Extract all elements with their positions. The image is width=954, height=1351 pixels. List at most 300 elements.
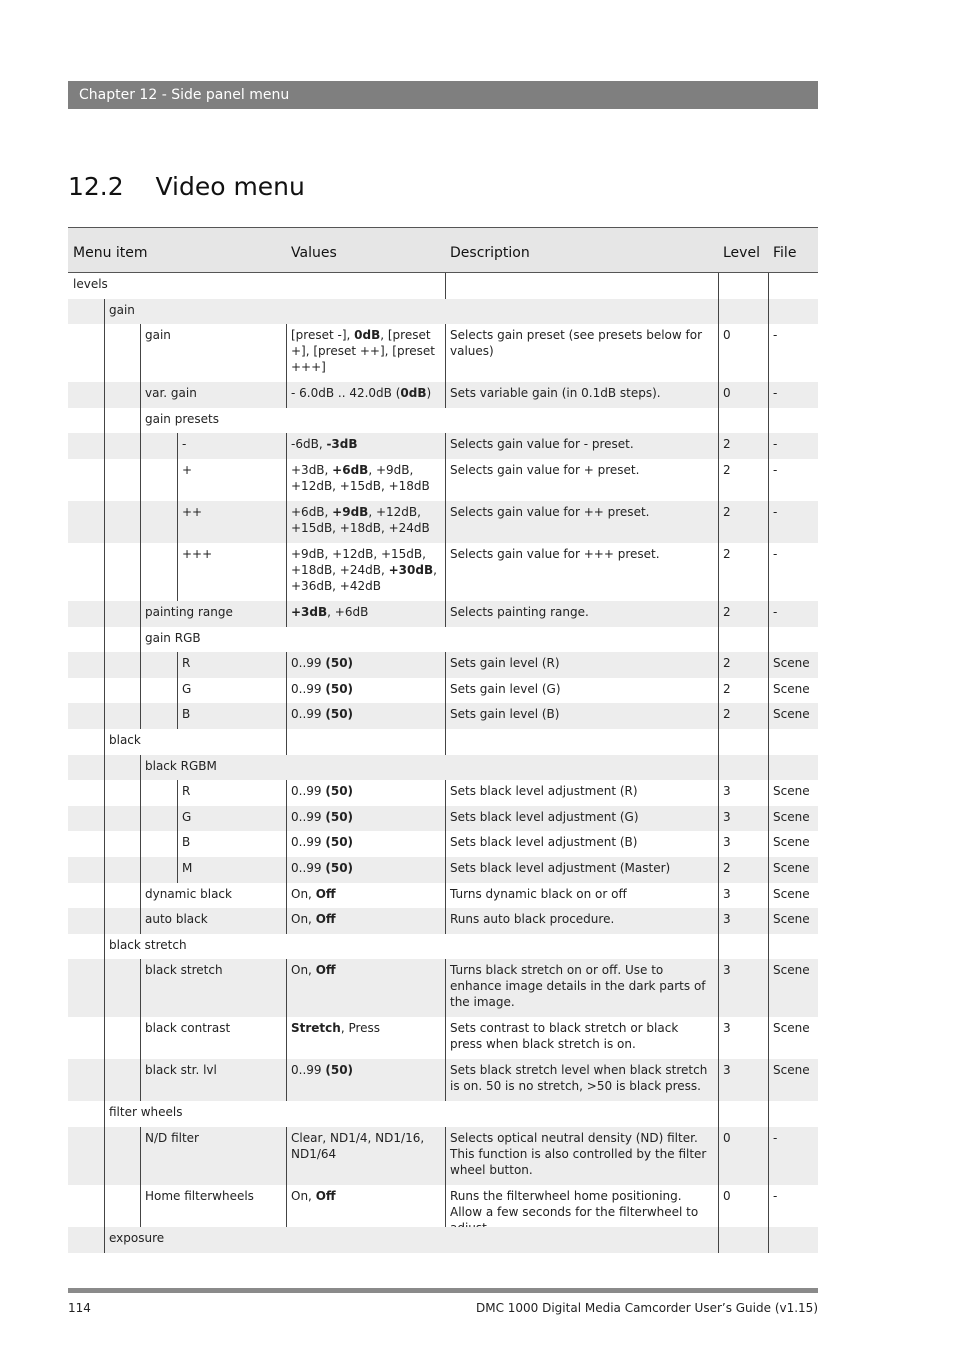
column-separator	[445, 959, 446, 1017]
row-band	[68, 1227, 818, 1253]
tree-guide-line	[104, 806, 105, 832]
default-value: (50)	[325, 681, 354, 696]
menu-item-level: 2	[723, 681, 731, 696]
menu-item-label: R	[182, 784, 191, 799]
menu-item-values	[291, 655, 441, 671]
menu-item-level: 3	[723, 912, 731, 927]
menu-item-label: G	[182, 681, 192, 696]
menu-item-values	[291, 1188, 441, 1204]
header-values: Values	[291, 245, 337, 261]
menu-item-level: 2	[723, 463, 731, 477]
menu-item-level: 2	[723, 656, 731, 671]
column-separator	[718, 831, 719, 857]
menu-item-level: 2	[723, 505, 731, 519]
column-separator	[768, 729, 769, 755]
column-separator	[718, 883, 719, 909]
menu-item-label: M	[182, 861, 193, 875]
tree-guide-line	[140, 408, 141, 434]
header-file: File	[773, 245, 797, 261]
column-separator	[718, 627, 719, 653]
menu-item-label: G	[182, 809, 192, 824]
column-separator	[286, 831, 287, 857]
column-separator	[718, 1127, 719, 1185]
column-separator	[718, 729, 719, 755]
column-separator	[718, 1227, 719, 1253]
value-text: , +12dB, +15dB, +18dB, +24dB	[291, 505, 430, 535]
tree-guide-line	[140, 601, 141, 627]
menu-item-values	[291, 385, 441, 401]
column-separator	[768, 1017, 769, 1059]
tree-guide-line	[177, 831, 178, 857]
menu-item-label: Home filterwheels	[145, 1189, 254, 1203]
menu-item-level: 3	[723, 886, 731, 901]
column-separator	[445, 1059, 446, 1101]
menu-item-description: Selects gain value for + preset.	[450, 463, 640, 477]
column-separator	[768, 831, 769, 857]
menu-item-values	[291, 706, 441, 722]
column-separator	[286, 857, 287, 883]
menu-item-description: Turns dynamic black on or off	[450, 886, 627, 901]
menu-item-file: -	[773, 386, 778, 401]
tree-guide-line	[104, 627, 105, 653]
column-separator	[768, 883, 769, 909]
menu-item-level: 2	[723, 437, 731, 452]
menu-item-file: Scene	[773, 835, 810, 850]
value-text: +6dB,	[291, 505, 333, 519]
column-separator	[286, 433, 287, 459]
menu-item-values	[291, 681, 441, 697]
menu-item-label: +++	[182, 547, 213, 561]
column-separator	[445, 382, 446, 408]
menu-item-description: Sets black stretch level when black stretch is on. 50 is no stretch, >50 is black press.	[450, 1063, 708, 1094]
tree-guide-line	[104, 1227, 105, 1253]
menu-item-level: 0	[723, 328, 731, 343]
tree-guide-line	[140, 382, 141, 408]
tree-guide-line	[104, 543, 105, 601]
header-description: Description	[450, 245, 530, 261]
column-separator	[286, 678, 287, 704]
column-separator	[718, 299, 719, 325]
menu-item-values	[291, 783, 441, 799]
menu-item-file: Scene	[773, 1063, 810, 1078]
menu-item-label: black str. lvl	[145, 1063, 217, 1078]
tree-guide-line	[104, 501, 105, 543]
tree-guide-line	[140, 857, 141, 883]
value-text: , +9dB, +12dB, +15dB, +18dB	[291, 463, 430, 493]
column-separator	[768, 934, 769, 960]
menu-item-file: -	[773, 1189, 778, 1203]
column-separator	[445, 1127, 446, 1185]
tree-guide-line	[177, 806, 178, 832]
menu-item-file: Scene	[773, 963, 810, 978]
menu-item-label: -	[182, 437, 187, 452]
column-separator	[286, 780, 287, 806]
menu-item-file: Scene	[773, 912, 810, 927]
menu-item-label: black RGBM	[145, 758, 217, 773]
tree-guide-line	[104, 857, 105, 883]
default-value: +9dB	[332, 505, 369, 519]
value-text: On,	[291, 1189, 316, 1203]
document-title: DMC 1000 Digital Media Camcorder User’s Guide (v1.15)	[475, 1301, 818, 1315]
column-separator	[768, 678, 769, 704]
default-value: (50)	[325, 784, 354, 799]
tree-guide-line	[104, 459, 105, 501]
column-separator	[718, 652, 719, 678]
column-separator	[445, 433, 446, 459]
tree-guide-line	[104, 408, 105, 434]
column-separator	[768, 601, 769, 627]
tree-guide-line	[104, 1017, 105, 1059]
menu-item-level: 2	[723, 707, 731, 722]
column-separator	[445, 543, 446, 601]
tree-guide-line	[104, 908, 105, 934]
column-separator	[768, 857, 769, 883]
column-separator	[718, 1017, 719, 1059]
column-separator	[768, 780, 769, 806]
menu-item-values	[291, 1062, 441, 1078]
column-separator	[718, 543, 719, 601]
menu-item-file: Scene	[773, 784, 810, 799]
column-separator	[286, 652, 287, 678]
menu-item-file: Scene	[773, 707, 810, 722]
tree-guide-line	[104, 959, 105, 1017]
column-separator	[768, 627, 769, 653]
default-value: +3dB	[291, 605, 328, 619]
column-separator	[718, 1059, 719, 1101]
menu-item-label: ++	[182, 505, 203, 519]
tree-guide-line	[104, 299, 105, 325]
tree-guide-line	[104, 433, 105, 459]
menu-item-label: B	[182, 835, 191, 850]
column-separator	[286, 501, 287, 543]
column-separator	[768, 382, 769, 408]
menu-item-description: Sets black level adjustment (R)	[450, 784, 638, 799]
tree-guide-line	[140, 1017, 141, 1059]
menu-item-values	[291, 1130, 441, 1162]
menu-item-description: Sets variable gain (in 0.1dB steps).	[450, 386, 661, 401]
default-value: Off	[315, 912, 336, 927]
value-text: 0..99	[291, 784, 326, 799]
tree-guide-line	[104, 1127, 105, 1185]
tree-guide-line	[177, 857, 178, 883]
tree-guide-line	[140, 324, 141, 382]
value-text: On,	[291, 886, 316, 901]
menu-item-level: 3	[723, 835, 731, 850]
tree-guide-line	[140, 755, 141, 781]
column-separator	[445, 324, 446, 382]
menu-item-label: filter wheels	[109, 1105, 183, 1120]
column-separator	[768, 501, 769, 543]
value-text: , [preset +], [preset ++], [preset +++]	[291, 328, 435, 375]
default-value: Stretch	[291, 1021, 341, 1036]
column-separator	[445, 1017, 446, 1059]
column-separator	[718, 908, 719, 934]
menu-item-label: auto black	[145, 912, 208, 927]
value-text: , +6dB	[327, 605, 369, 619]
column-separator	[718, 501, 719, 543]
menu-item-label: var. gain	[145, 386, 197, 401]
column-separator	[445, 459, 446, 501]
menu-item-label: gain presets	[145, 411, 219, 426]
value-text: +3dB,	[291, 463, 333, 477]
default-value: (50)	[325, 707, 354, 722]
menu-item-label: black	[109, 733, 141, 747]
column-separator	[768, 1227, 769, 1253]
column-separator	[768, 908, 769, 934]
tree-guide-line	[104, 601, 105, 627]
column-separator	[445, 601, 446, 627]
column-separator	[445, 729, 446, 755]
menu-item-label: B	[182, 707, 191, 722]
column-separator	[718, 678, 719, 704]
column-separator	[445, 273, 446, 299]
tree-guide-line	[104, 1185, 105, 1227]
menu-item-label: gain RGB	[145, 630, 201, 645]
column-separator	[718, 273, 719, 299]
tree-guide-line	[104, 652, 105, 678]
column-separator	[768, 299, 769, 325]
section-title: 12.2 Video menu	[68, 172, 305, 201]
tree-guide-line	[140, 959, 141, 1017]
column-separator	[768, 652, 769, 678]
column-separator	[768, 1101, 769, 1127]
value-text: 0..99	[291, 861, 326, 875]
tree-guide-line	[140, 831, 141, 857]
value-text: On,	[291, 963, 316, 978]
tree-guide-line	[104, 324, 105, 382]
menu-item-values	[291, 327, 441, 375]
menu-item-values	[291, 834, 441, 850]
column-separator	[445, 857, 446, 883]
menu-item-description: Sets black level adjustment (G)	[450, 809, 639, 824]
menu-item-description: Selects gain value for - preset.	[450, 437, 634, 452]
column-separator	[768, 1127, 769, 1185]
tree-guide-line	[104, 883, 105, 909]
tree-guide-line	[177, 678, 178, 704]
table-header-background	[68, 228, 818, 272]
tree-guide-line	[177, 543, 178, 601]
page-number: 114	[68, 1301, 91, 1315]
menu-item-values	[291, 886, 441, 902]
tree-guide-line	[104, 382, 105, 408]
default-value: Off	[315, 1189, 336, 1203]
menu-item-values	[291, 504, 441, 536]
menu-item-level: 0	[723, 1131, 731, 1145]
column-separator	[445, 831, 446, 857]
value-text: On,	[291, 912, 316, 927]
menu-item-label: +	[182, 463, 193, 477]
menu-item-label: gain	[109, 302, 135, 317]
menu-item-description: Runs the filterwheel home positioning. Allow a few seconds for the filterwheel to	[450, 1189, 699, 1219]
menu-item-level: 3	[723, 809, 731, 824]
menu-item-level: 2	[723, 605, 731, 619]
column-separator	[718, 959, 719, 1017]
value-text: 0..99	[291, 1063, 326, 1078]
column-separator	[445, 780, 446, 806]
menu-item-level: 2	[723, 861, 731, 875]
column-separator	[286, 601, 287, 627]
column-separator	[768, 806, 769, 832]
column-separator	[286, 382, 287, 408]
menu-item-file: Scene	[773, 681, 810, 696]
column-separator	[286, 729, 287, 755]
value-text: 0..99	[291, 835, 326, 850]
table-top-rule	[68, 227, 818, 228]
column-separator	[768, 959, 769, 1017]
column-separator	[768, 273, 769, 299]
menu-item-file: -	[773, 605, 778, 619]
column-separator	[718, 857, 719, 883]
menu-item-file: Scene	[773, 861, 810, 875]
column-separator	[286, 883, 287, 909]
header-menu-item: Menu item	[73, 245, 148, 261]
menu-item-values	[291, 911, 441, 927]
menu-item-file: Scene	[773, 1021, 810, 1036]
column-separator	[286, 543, 287, 601]
menu-item-label: levels	[73, 277, 108, 291]
menu-item-description: Turns black stretch on or off. Use to enhance image details in the dark parts of the image.	[450, 963, 706, 1010]
tree-guide-line	[140, 1059, 141, 1101]
menu-item-values	[291, 546, 441, 594]
tree-guide-line	[104, 1101, 105, 1127]
menu-item-description: Sets gain level (B)	[450, 707, 560, 722]
menu-item-level: 3	[723, 784, 731, 799]
tree-guide-line	[177, 433, 178, 459]
tree-guide-line	[104, 780, 105, 806]
column-separator	[445, 1185, 446, 1227]
menu-item-file: -	[773, 437, 778, 452]
menu-item-label: gain	[145, 328, 171, 343]
tree-guide-line	[104, 729, 105, 755]
column-separator	[768, 1185, 769, 1227]
tree-guide-line	[140, 780, 141, 806]
menu-item-level: 3	[723, 1021, 731, 1036]
column-separator	[768, 1059, 769, 1101]
value-text: [preset -],	[291, 328, 355, 343]
tree-guide-line	[177, 703, 178, 729]
default-value: +6dB	[332, 463, 369, 477]
value-text: )	[426, 386, 432, 401]
tree-guide-line	[140, 459, 141, 501]
menu-item-file: -	[773, 463, 778, 477]
column-separator	[286, 1127, 287, 1185]
default-value: 0dB	[400, 386, 427, 401]
tree-guide-line	[140, 627, 141, 653]
menu-item-file: Scene	[773, 656, 810, 671]
tree-guide-line	[140, 652, 141, 678]
column-separator	[768, 408, 769, 434]
tree-guide-line	[177, 780, 178, 806]
menu-item-file: Scene	[773, 809, 810, 824]
menu-item-description: Sets black level adjustment (B)	[450, 835, 638, 850]
menu-item-description: Selects gain preset (see presets below for values)	[450, 328, 703, 359]
default-value: (50)	[325, 809, 354, 824]
menu-item-level: 0	[723, 386, 731, 401]
column-separator	[718, 601, 719, 627]
column-separator	[718, 806, 719, 832]
menu-item-description: Selects gain value for +++ preset.	[450, 547, 660, 561]
value-text: 0..99	[291, 707, 326, 722]
column-separator	[286, 459, 287, 501]
menu-item-level: 3	[723, 1063, 731, 1078]
menu-item-description: Runs auto black procedure.	[450, 912, 615, 927]
column-separator	[718, 1101, 719, 1127]
tree-guide-line	[140, 501, 141, 543]
value-text: Clear, ND1/4, ND1/16, ND1/64	[291, 1131, 425, 1161]
chapter-header-bar	[68, 81, 818, 109]
tree-guide-line	[177, 652, 178, 678]
value-text: , +36dB, +42dB	[291, 563, 437, 593]
tree-guide-line	[140, 543, 141, 601]
default-value: (50)	[325, 656, 354, 671]
column-separator	[768, 703, 769, 729]
column-separator	[768, 543, 769, 601]
menu-item-values	[291, 809, 441, 825]
column-separator	[718, 934, 719, 960]
column-separator	[718, 780, 719, 806]
tree-guide-line	[104, 703, 105, 729]
column-separator	[445, 883, 446, 909]
menu-item-values	[291, 462, 441, 494]
column-separator	[718, 408, 719, 434]
default-value: -3dB	[326, 437, 358, 452]
default-value: (50)	[325, 835, 354, 850]
column-separator	[768, 433, 769, 459]
tree-guide-line	[177, 501, 178, 543]
tree-guide-line	[104, 831, 105, 857]
tree-guide-line	[104, 1059, 105, 1101]
default-value: 0dB	[354, 328, 381, 343]
tree-guide-line	[104, 934, 105, 960]
value-text: - 6.0dB .. 42.0dB (	[291, 386, 401, 401]
menu-item-description: Sets black level adjustment (Master)	[450, 861, 671, 875]
menu-item-values	[291, 1020, 441, 1036]
column-separator	[718, 703, 719, 729]
column-separator	[445, 652, 446, 678]
column-separator	[286, 908, 287, 934]
column-separator	[286, 324, 287, 382]
menu-item-label: black contrast	[145, 1021, 231, 1036]
menu-item-file: Scene	[773, 886, 810, 901]
value-text: 0..99	[291, 656, 326, 671]
column-separator	[286, 1017, 287, 1059]
menu-item-description: Selects gain value for ++ preset.	[450, 505, 650, 519]
header-level: Level	[723, 245, 760, 261]
tree-guide-line	[140, 883, 141, 909]
column-separator	[718, 1185, 719, 1227]
column-separator	[768, 324, 769, 382]
tree-guide-line	[140, 433, 141, 459]
tree-guide-line	[140, 1127, 141, 1185]
chapter-title: Chapter 12 - Side panel menu	[79, 87, 290, 103]
footer-rule	[68, 1288, 818, 1293]
menu-item-values	[291, 962, 441, 978]
value-text: 0..99	[291, 809, 326, 824]
menu-item-label: black stretch	[145, 963, 223, 978]
column-separator	[445, 806, 446, 832]
column-separator	[718, 459, 719, 501]
menu-item-level: 3	[723, 963, 731, 978]
column-separator	[768, 755, 769, 781]
tree-guide-line	[140, 703, 141, 729]
column-separator	[718, 382, 719, 408]
column-separator	[718, 324, 719, 382]
default-value: (50)	[325, 1063, 354, 1078]
value-text: 0..99	[291, 681, 326, 696]
menu-item-values	[291, 436, 441, 452]
column-separator	[286, 703, 287, 729]
menu-item-label: exposure	[109, 1231, 165, 1245]
